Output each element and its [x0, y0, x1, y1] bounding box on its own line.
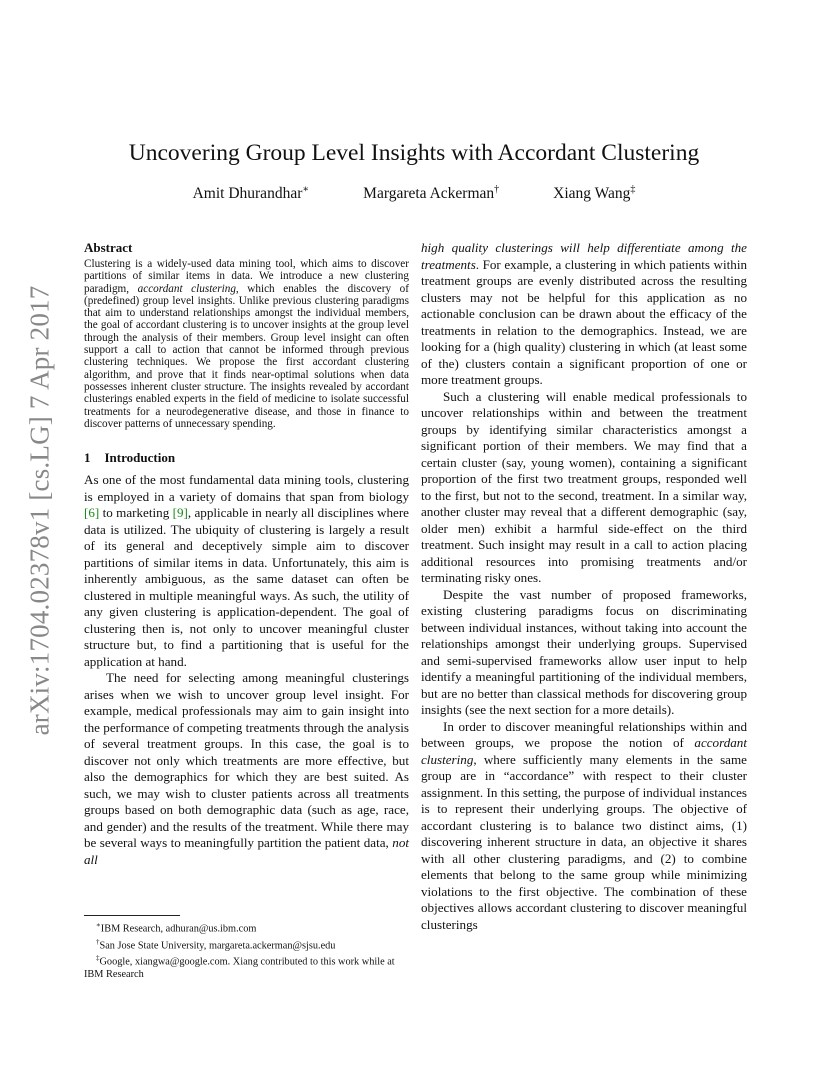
section-heading-introduction: 1 Introduction [84, 450, 176, 466]
author: Amit Dhurandhar∗ [192, 184, 310, 203]
author: Xiang Wang‡ [553, 184, 636, 203]
citation-link[interactable]: [9] [172, 505, 188, 521]
author: Margareta Ackerman† [363, 184, 500, 203]
body-paragraph: Such a clustering will enable medical professionals to uncover relationships within and between the treatment groups by identifying similar characteristics amongst a significant portion of their members. We may find that a certain cluster (say, young women), containing a significant proportion of the first two treatment groups, responded well to the first, but not to the second, treatment. In a similar way, another cluster may reveal that a different demographic (say, older men) exhibit a harmful side-effect on the third treatment. Such insight may result in a call to action placing additional resources into promising treatments and/or terminating risky ones. [421, 388, 747, 585]
intro-paragraph-1: As one of the most fundamental data mining tools, clustering is employed in a variety of domains that span from biology [6] to marketing [9], applicable in nearly all disciplines where data is utilized. The ubiquity of clustering is largely a result of its general and deceptively simple aim to discover partitions of similar items in data. Unfortunately, this aim is inherently ambiguous, as the same dataset can often be clustered in multiple meaningful ways. As such, the utility of any given clustering is application-dependent. The goal of clustering then is, not only to uncover meaningful cluster structure but, to find a partitioning that is useful for the application at hand. [84, 472, 409, 669]
paper-title: Uncovering Group Level Insights with Accordant Clustering [128, 140, 700, 166]
body-paragraph: Despite the vast number of proposed frameworks, existing clustering paradigms focus on discriminating between individual instances, without taking into account the relationships amongst their underlying groups. Supervised and semi-supervised frameworks allow user input to help identify a meaningful partitioning of the individual members, but are no better than classical methods for discovering group insights (see the next section for a more details). [421, 586, 747, 717]
footnote: †San Jose State University, margareta.ackerman@sjsu.edu [96, 937, 336, 952]
right-column [421, 240, 747, 933]
arxiv-stamp-text: arXiv:1704.02378v1 [cs.LG] 7 Apr 2017 [24, 285, 55, 735]
footnote: ∗IBM Research, adhuran@us.ibm.com [96, 921, 257, 935]
footnote: ‡Google, xiangwa@google.com. Xiang contributed to this work while at IBM Research [84, 954, 395, 981]
author-list [84, 184, 744, 203]
body-paragraph: In order to discover meaningful relationships within and between groups, we propose the notion of accordant clustering, where sufficiently many elements in the same group are in “accordance” with respect to their cluster assignment. In this setting, the purpose of individual instances is to represent their underlying groups. The objective of accordant clustering is to balance two distinct aims, (1) discovering inherent structure in data, an objective it shares with all other clustering paradigms, and (2) to combine elements that belong to the same group while minimizing violations to the first objective. The combination of these objectives allows accordant clustering to discover meaningful clusterings [421, 718, 747, 932]
left-column [84, 240, 409, 868]
footnotes [84, 915, 409, 981]
footnote-rule [84, 915, 180, 916]
citation-link[interactable]: [6] [84, 505, 100, 521]
abstract-heading: Abstract [84, 240, 133, 255]
abstract-text: Clustering is a widely-used data mining tool, which aims to discover partitions of similar items in data. We introduce a new clustering paradigm, accordant clustering, which enables the discovery of (predefined) group level insights. Unlike previous clustering paradigms that aim to understand relationships amongst the individual members, the goal of accordant clustering is to uncover insights at the group level through the analysis of their members. Group level insight can often support a call to action that cannot be informed through previous clustering techniques. We propose the first accordant clustering algorithm, and prove that it finds near-optimal solutions when data possesses inherent cluster structure. The insights revealed by accordant clusterings enabled experts in the field of medicine to isolate successful treatments for a neurodegenerative disease, and those in finance to discover patterns of unnecessary spending. [84, 258, 409, 430]
arxiv-stamp [10, 285, 70, 735]
intro-paragraph-2: The need for selecting among meaningful clusterings arises when we wish to uncover group level insight. For example, medical professionals may aim to gain insight into the performance of competing treatments through the analysis of several treatment groups. In this case, the goal is to discover not only which treatments are more effective, but also the demographics for which they are best suited. As such, we may wish to cluster patients across all treatments groups based on both demographic data (such as age, race, and gender) and the results of the treatment. While there may be several ways to meaningfully partition the patient data, not all [84, 670, 409, 867]
body-paragraph: high quality clusterings will help differentiate among the treatments. For example, a clustering in which patients within treatment groups are evenly distributed across the resulting clusters may not be helpful for this application as no actionable conclusion can be drawn about the efficacy of the treatments in relation to the demographics. Instead, we are looking for a (high quality) clustering in which (at least some of the) clusters contain a significant proportion of one or more treatment groups. [421, 240, 747, 387]
